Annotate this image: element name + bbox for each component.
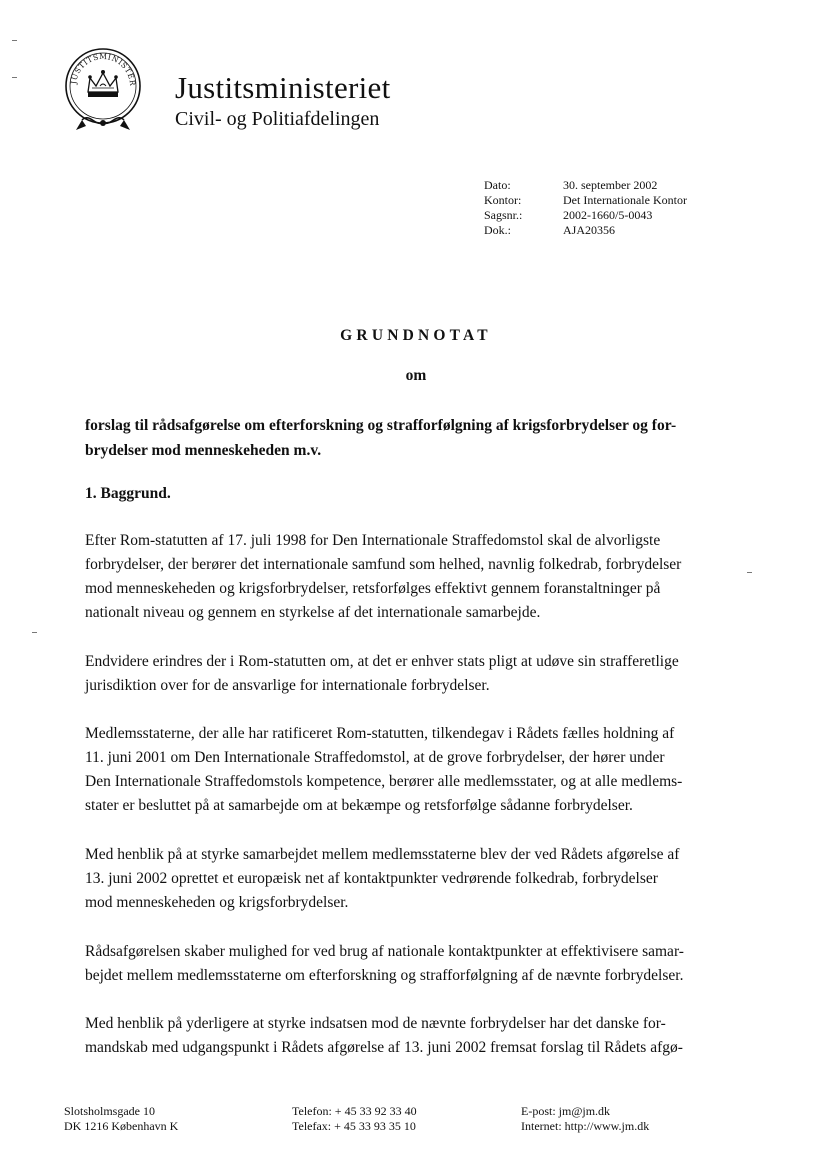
- text-line: Rådsafgørelsen skaber mulighed for ved brug af nationale kontaktpunkter at effektivisere samar-: [85, 943, 684, 960]
- footer-telephone: Telefon: + 45 33 92 33 40: [292, 1104, 417, 1118]
- text-line: mod menneskeheden og krigsforbrydelser.: [85, 894, 349, 911]
- text-line: Medlemsstaterne, der alle har ratificeret Rom-statutten, tilkendegav i Rådets fælles holdning af: [85, 725, 675, 742]
- text-line: mod menneskeheden og krigsforbrydelser, retsforfølges effektivt gennem foranstaltninger på: [85, 580, 661, 597]
- footer-telefax: Telefax: + 45 33 93 35 10: [292, 1119, 416, 1133]
- footer-online: [521, 1104, 649, 1134]
- paragraph-4: [85, 843, 679, 915]
- text-line: 13. juni 2002 oprettet et europæisk net af kontaktpunkter vedrørende folkedrab, forbrydelser: [85, 870, 658, 887]
- paragraph-6: [85, 1012, 683, 1060]
- footer-address-city: DK 1216 København K: [64, 1119, 179, 1133]
- scan-margin-mark: [32, 632, 37, 633]
- paragraph-2: [85, 650, 679, 698]
- text-line: 11. juni 2001 om Den Internationale Straffedomstol, at de grove forbrydelser, der hører under: [85, 749, 665, 766]
- meta-row-case-number: [484, 208, 687, 223]
- text-line: Endvidere erindres der i Rom-statutten om, at det er enhver stats pligt at udøve sin strafferetlige: [85, 653, 679, 670]
- meta-label: Kontor:: [484, 193, 522, 207]
- meta-value: AJA20356: [563, 223, 616, 237]
- scan-margin-mark: [747, 572, 752, 573]
- ministry-name: Justitsministeriet: [175, 70, 391, 105]
- paragraph-1: [85, 529, 681, 625]
- text-line: Med henblik på at styrke samarbejdet mellem medlemsstaterne blev der ved Rådets afgørelse af: [85, 846, 680, 863]
- meta-value: Det Internationale Kontor: [563, 193, 687, 207]
- meta-value: 2002-1660/5-0043: [563, 208, 653, 222]
- footer-website: Internet: http://www.jm.dk: [521, 1119, 650, 1133]
- meta-label: Sagsnr.:: [484, 208, 523, 222]
- department-name: Civil- og Politiafdelingen: [175, 108, 380, 130]
- text-line: forbrydelser, der berører det internationale samfund som helhed, navnlig folkedrab, forbrydelser: [85, 556, 682, 573]
- meta-label: Dok.:: [484, 223, 511, 237]
- document-title-connector: om: [405, 367, 427, 384]
- document-meta: [484, 178, 687, 238]
- footer-address: [64, 1104, 178, 1134]
- subject-line: forslag til rådsafgørelse om efterforskning og strafforfølgning af krigsforbrydelser og for-: [85, 417, 677, 434]
- paragraph-3: [85, 722, 682, 818]
- footer-address-street: Slotsholmsgade 10: [64, 1104, 156, 1118]
- text-line: stater er besluttet på at samarbejde om at bekæmpe og retsforfølge sådanne forbrydelser.: [85, 797, 633, 814]
- text-line: mandskab med udgangspunkt i Rådets afgørelse af 13. juni 2002 fremsat forslag til Rådets afgø-: [85, 1039, 683, 1056]
- meta-row-doc-id: [484, 223, 687, 238]
- footer-phone: [292, 1104, 417, 1134]
- scan-margin-mark: [12, 77, 17, 78]
- footer-email: E-post: jm@jm.dk: [521, 1104, 611, 1118]
- document-subject: [85, 413, 737, 463]
- meta-value: 30. september 2002: [563, 178, 658, 192]
- document-type-title: GRUNDNOTAT: [340, 327, 492, 344]
- subject-line: brydelser mod menneskeheden m.v.: [85, 442, 322, 459]
- text-line: jurisdiktion over for de ansvarlige for internationale forbrydelser.: [85, 677, 490, 694]
- section-heading: 1. Baggrund.: [85, 485, 171, 502]
- text-line: bejdet mellem medlemsstaterne om efterforskning og strafforfølgning af de nævnte forbrydelser.: [85, 967, 684, 984]
- scan-margin-mark: [12, 40, 17, 41]
- paragraph-5: [85, 940, 684, 988]
- text-line: Efter Rom-statutten af 17. juli 1998 for Den Internationale Straffedomstol skal de alvorligste: [85, 532, 661, 549]
- meta-label: Dato:: [484, 178, 511, 192]
- ministry-seal-logo: [60, 42, 146, 142]
- meta-row-date: [484, 178, 687, 193]
- text-line: Den Internationale Straffedomstols kompetence, berører alle medlemsstater, og at alle medlems-: [85, 773, 683, 790]
- text-line: Med henblik på yderligere at styrke indsatsen mod de nævnte forbrydelser har det danske for-: [85, 1015, 666, 1032]
- seal-text: JUSTITSMINISTER: [69, 51, 138, 87]
- text-line: nationalt niveau og gennem en styrkelse af det internationale samarbejde.: [85, 604, 541, 621]
- meta-row-office: [484, 193, 687, 208]
